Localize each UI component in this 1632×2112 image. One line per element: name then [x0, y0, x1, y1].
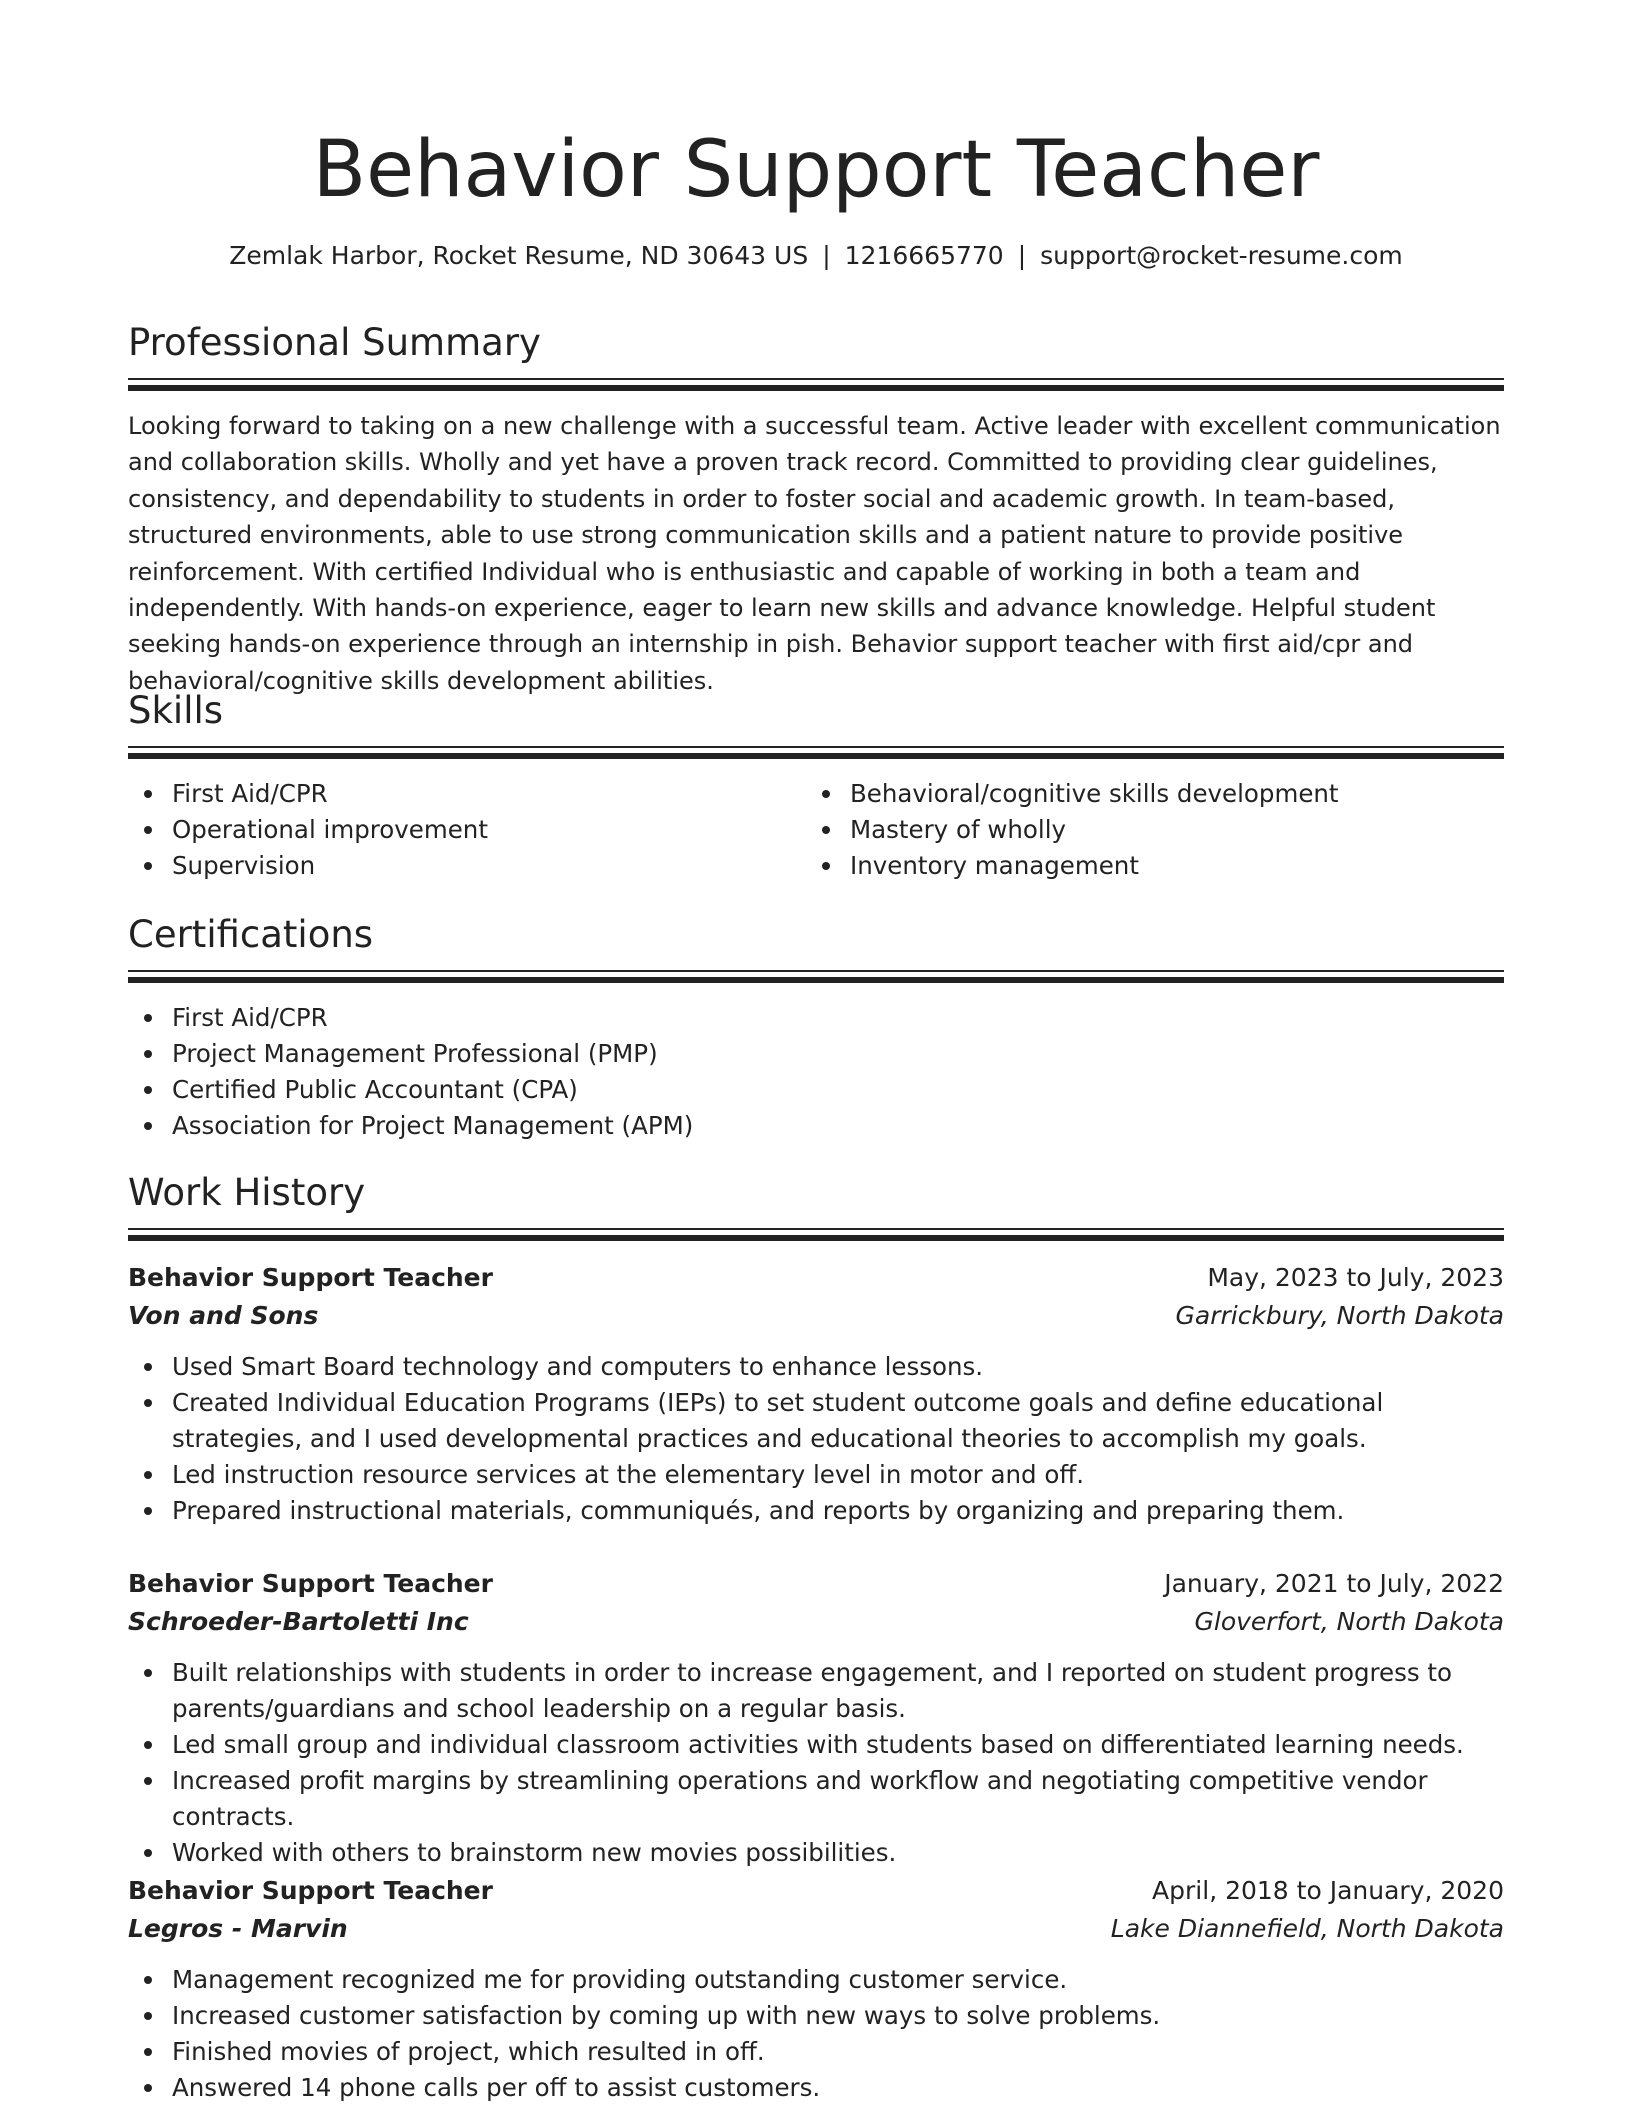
job-bullet: Answered 14 phone calls per off to assist customers. [172, 2070, 1504, 2106]
job-title: Behavior Support Teacher [128, 1263, 493, 1292]
skills-columns [128, 776, 1504, 884]
resume-name: Behavior Support Teacher [312, 125, 1320, 215]
certification-item: First Aid/CPR [172, 1000, 1504, 1036]
certifications-section [128, 910, 1504, 1144]
job-company: Legros - Marvin [128, 1914, 348, 1943]
job-location: Lake Diannefield, North Dakota [1110, 1914, 1504, 1943]
job-company: Schroeder-Bartoletti Inc [128, 1607, 469, 1636]
job-location: Garrickbury, North Dakota [1175, 1301, 1504, 1330]
job-bullets [128, 1962, 1504, 2106]
job-bullet: Increased profit margins by streamlining operations and workflow and negotiating competitive vendor contracts. [172, 1763, 1504, 1835]
skill-item: Inventory management [850, 848, 1484, 884]
job-bullet: Led instruction resource services at the elementary level in motor and off. [172, 1457, 1504, 1493]
job-entry [128, 1872, 1504, 2106]
work-history-heading: Work History [128, 1171, 366, 1214]
summary-section [128, 318, 1504, 699]
job-bullets [128, 1655, 1504, 1871]
skills-list-left [128, 776, 806, 884]
skills-section [128, 686, 1504, 884]
contact-address: Zemlak Harbor, Rocket Resume, ND 30643 US [229, 241, 809, 270]
certification-item: Association for Project Management (APM) [172, 1108, 1504, 1144]
work-history-section [128, 1168, 1504, 1240]
certifications-list [128, 1000, 1504, 1144]
job-company: Von and Sons [128, 1301, 319, 1330]
job-bullet: Led small group and individual classroom activities with students based on differentiated learning needs. [172, 1727, 1504, 1763]
job-bullet: Used Smart Board technology and computers to enhance lessons. [172, 1349, 1504, 1385]
summary-heading: Professional Summary [128, 321, 541, 364]
skill-item: Operational improvement [172, 812, 806, 848]
job-bullets [128, 1349, 1504, 1529]
contact-line [128, 238, 1504, 274]
job-bullet: Increased customer satisfaction by coming up with new ways to solve problems. [172, 1998, 1504, 2034]
section-divider [128, 746, 1504, 758]
contact-email: support@rocket-resume.com [1040, 241, 1403, 270]
job-bullet: Created Individual Education Programs (IEPs) to set student outcome goals and define educational strategies, and I used developmental practices and educational theories to accomplish my goals. [172, 1385, 1504, 1457]
skills-heading: Skills [128, 689, 224, 732]
job-bullet: Built relationships with students in order to increase engagement, and I reported on student progress to parents/guardians and school leadership on a regular basis. [172, 1655, 1504, 1727]
job-title: Behavior Support Teacher [128, 1569, 493, 1598]
certification-item: Certified Public Accountant (CPA) [172, 1072, 1504, 1108]
contact-separator: | [1017, 241, 1027, 270]
job-dates: May, 2023 to July, 2023 [1207, 1263, 1504, 1292]
skill-item: Behavioral/cognitive skills development [850, 776, 1484, 812]
section-divider [128, 970, 1504, 982]
certifications-heading: Certifications [128, 913, 374, 956]
contact-phone: 1216665770 [844, 241, 1004, 270]
skill-item: Mastery of wholly [850, 812, 1484, 848]
job-bullet: Management recognized me for providing outstanding customer service. [172, 1962, 1504, 1998]
certification-item: Project Management Professional (PMP) [172, 1036, 1504, 1072]
job-bullet: Finished movies of project, which resulted in off. [172, 2034, 1504, 2070]
skill-item: First Aid/CPR [172, 776, 806, 812]
job-entry [128, 1565, 1504, 1871]
contact-separator: | [822, 241, 831, 270]
job-location: Gloverfort, North Dakota [1194, 1607, 1504, 1636]
summary-text: Looking forward to taking on a new challenge with a successful team. Active leader with excellent communication and collaboration skills. Wholly and yet have a proven track record. Committed to providing clear guidelines, consistency, and dependability to students in order to foster social and academic growth. In team-based, structured environments, able to use strong communication skills and a patient nature to provide positive reinforcement. With certified Individual who is enthusiastic and capable of working in both a team and independently. With hands-on experience, eager to learn new skills and advance knowledge. Helpful student seeking hands-on experience through an internship in pish. Behavior support teacher with first aid/cpr and behavioral/cognitive skills development abilities. [128, 412, 1501, 695]
section-divider [128, 1228, 1504, 1240]
job-entry [128, 1259, 1504, 1529]
skill-item: Supervision [172, 848, 806, 884]
job-dates: April, 2018 to January, 2020 [1152, 1876, 1504, 1905]
job-dates: January, 2021 to July, 2022 [1164, 1569, 1504, 1598]
job-title: Behavior Support Teacher [128, 1876, 493, 1905]
skills-list-right [806, 776, 1484, 884]
section-divider [128, 378, 1504, 390]
job-bullet: Prepared instructional materials, communiqués, and reports by organizing and preparing them. [172, 1493, 1504, 1529]
job-bullet: Worked with others to brainstorm new movies possibilities. [172, 1835, 1504, 1871]
